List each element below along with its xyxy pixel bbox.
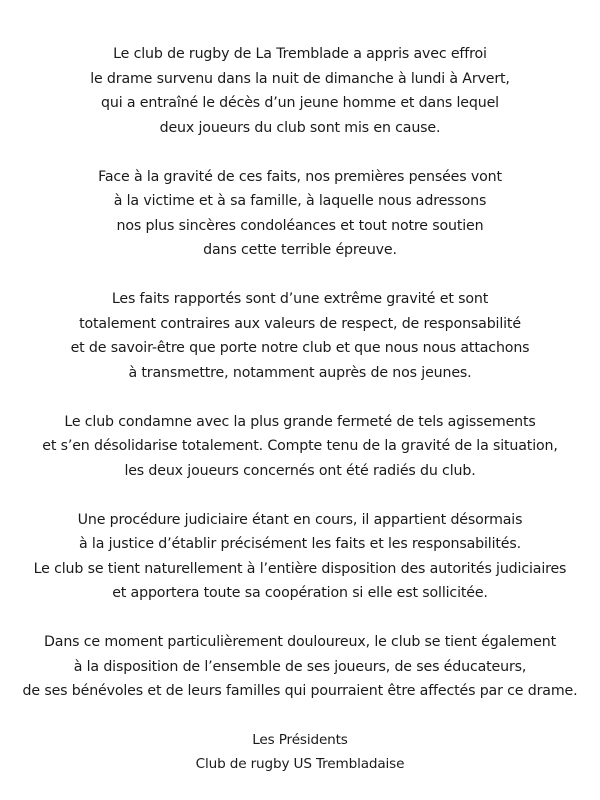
paragraph-line: Le club condamne avec la plus grande fermeté de tels agissements xyxy=(64,413,536,430)
paragraph-line: et apportera toute sa coopération si elle est sollicitée. xyxy=(112,585,488,601)
paragraph-line: Le club de rugby de La Tremblade a appris avec effroi xyxy=(113,46,487,62)
signature-organization: Club de rugby US Trembladaise xyxy=(195,756,405,772)
paragraph-line: Dans ce moment particulièrement douloureux, le club se tient également xyxy=(44,634,556,650)
paragraph-line: deux joueurs du club sont mis en cause. xyxy=(159,119,441,136)
paragraph-line: les deux joueurs concernés ont été radiés du club. xyxy=(124,462,476,479)
paragraph-line: Le club se tient naturellement à l’entière disposition des autorités judiciaires xyxy=(33,560,567,577)
paragraph-line: Une procédure judiciaire étant en cours, il appartient désormais xyxy=(77,511,523,528)
statement-paragraph xyxy=(0,287,600,385)
paragraph-line: de ses bénévoles et de leurs familles qui pourraient être affectés par ce drame. xyxy=(22,683,578,699)
statement-paragraph xyxy=(0,165,600,263)
paragraph-line: totalement contraires aux valeurs de respect, de responsabilité xyxy=(79,315,521,332)
paragraph-line: et s’en désolidarise totalement. Compte tenu de la gravité de la situation, xyxy=(42,438,558,454)
paragraph-line: à la disposition de l’ensemble de ses joueurs, de ses éducateurs, xyxy=(73,658,527,675)
paragraph-line: à la victime et à sa famille, à laquelle nous adressons xyxy=(113,193,487,209)
paragraph-line: Face à la gravité de ces faits, nos premières pensées vont xyxy=(98,168,502,185)
statement-paragraph xyxy=(0,508,600,606)
statement-paragraph xyxy=(0,42,600,140)
statement-paragraph xyxy=(0,630,600,704)
paragraph-line: nos plus sincères condoléances et tout notre soutien xyxy=(116,217,484,234)
paragraph-line: à transmettre, notamment auprès de nos jeunes. xyxy=(128,364,472,381)
signature-block xyxy=(0,728,600,776)
paragraph-line: qui a entraîné le décès d’un jeune homme et dans lequel xyxy=(101,95,499,111)
paragraph-line: à la justice d’établir précisément les faits et les responsabilités. xyxy=(79,536,521,552)
paragraph-line: Les faits rapportés sont d’une extrême gravité et sont xyxy=(111,291,489,307)
signature-title: Les Présidents xyxy=(252,732,348,748)
statement-paragraph xyxy=(0,410,600,484)
paragraph-line: le drame survenu dans la nuit de dimanche à lundi à Arvert, xyxy=(90,70,510,87)
paragraph-line: et de savoir-être que porte notre club et que nous nous attachons xyxy=(70,340,530,356)
statement-body xyxy=(0,42,600,704)
paragraph-line: dans cette terrible épreuve. xyxy=(203,242,397,258)
